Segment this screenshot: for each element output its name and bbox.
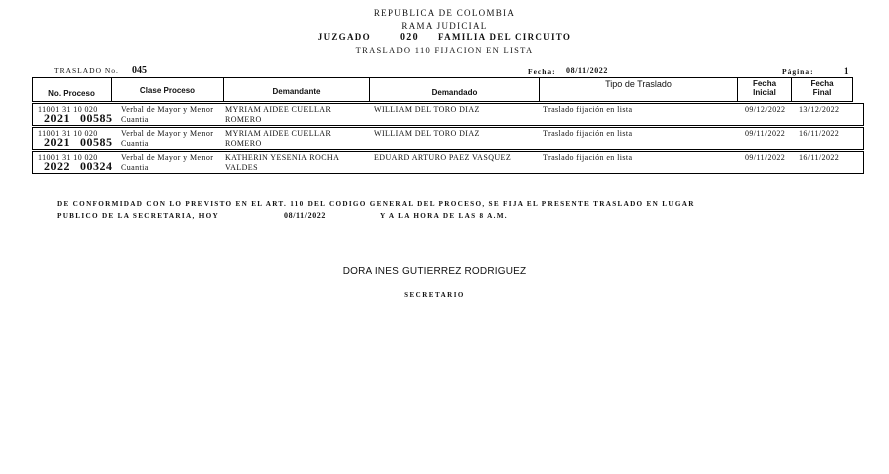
col-header-tipo	[540, 78, 738, 102]
row-numero: 00324	[80, 159, 113, 173]
signature-name: DORA INES GUTIERREZ RODRIGUEZ	[342, 266, 527, 277]
notice-line-1: DE CONFORMIDAD CON LO PREVISTO EN EL ART. 110 DEL CODIGO GENERAL DEL PROCESO, SE FIJA EL PRESENTE TRASLADO EN LUGAR	[57, 200, 695, 208]
row-clase-1: Verbal de Mayor y Menor	[121, 153, 214, 162]
pagina-value: 1	[844, 66, 849, 76]
col-label-no-proceso: No. Proceso	[48, 89, 95, 98]
col-header-demandado	[370, 78, 540, 102]
row-fecha-inicial: 09/11/2022	[745, 153, 786, 162]
row-demandado: WILLIAM DEL TORO DIAZ	[374, 129, 480, 138]
header-traslado-110: TRASLADO 110 FIJACION EN LISTA	[355, 45, 534, 55]
row-clase-2: Cuantia	[121, 139, 149, 148]
juzgado-number: 020	[400, 32, 419, 43]
row-fecha-final: 16/11/2022	[799, 153, 840, 162]
row-codigo: 11001 31 10 020	[38, 153, 98, 162]
table-row	[32, 151, 864, 174]
row-clase-2: Cuantia	[121, 163, 149, 172]
notice-line-2a: PUBLICO DE LA SECRETARIA, HOY	[57, 212, 219, 220]
row-clase-2: Cuantia	[121, 115, 149, 124]
col-label-tipo: Tipo de Traslado	[605, 79, 672, 89]
col-label-clase: Clase Proceso	[139, 86, 196, 95]
row-numero: 00585	[80, 135, 113, 149]
row-tipo: Traslado fijación en lista	[543, 153, 633, 162]
traslado-number: 045	[132, 65, 147, 76]
row-demandante-1: MYRIAM AIDEE CUELLAR	[225, 105, 332, 114]
row-demandado: EDUARD ARTURO PAEZ VASQUEZ	[374, 153, 512, 162]
row-tipo: Traslado fijación en lista	[543, 129, 633, 138]
col-header-no-proceso	[32, 78, 112, 102]
row-tipo: Traslado fijación en lista	[543, 105, 633, 114]
row-codigo: 11001 31 10 020	[38, 105, 98, 114]
row-clase-1: Verbal de Mayor y Menor	[121, 129, 214, 138]
header-rama: RAMA JUDICIAL	[401, 21, 488, 31]
row-anio: 2022	[44, 159, 70, 173]
col-label-demandado: Demandado	[431, 88, 478, 97]
col-header-fecha-final	[792, 78, 853, 102]
notice-date: 08/11/2022	[284, 211, 327, 220]
col-header-clase	[112, 78, 224, 102]
col-label-fecha-final-2: Final	[812, 87, 832, 97]
traslado-label: TRASLADO No.	[54, 66, 119, 75]
header-republica: REPUBLICA DE COLOMBIA	[373, 8, 516, 18]
pagina-label: Página:	[782, 67, 814, 76]
row-clase-1: Verbal de Mayor y Menor	[121, 105, 214, 114]
row-demandado: WILLIAM DEL TORO DIAZ	[374, 105, 480, 114]
row-fecha-final: 16/11/2022	[799, 129, 840, 138]
fecha-label: Fecha:	[528, 67, 556, 76]
notice-line-2b: Y A LA HORA DE LAS 8 A.M.	[380, 212, 508, 220]
col-label-demandante: Demandante	[272, 87, 321, 96]
col-header-fecha-inicial	[738, 78, 792, 102]
table-row	[32, 127, 864, 150]
fecha-value: 08/11/2022	[566, 66, 609, 75]
juzgado-name: FAMILIA DEL CIRCUITO	[438, 32, 572, 42]
col-header-demandante	[224, 78, 370, 102]
header-juzgado	[0, 32, 889, 43]
row-fecha-inicial: 09/12/2022	[745, 105, 786, 114]
signature-role: SECRETARIO	[404, 291, 465, 299]
row-fecha-inicial: 09/11/2022	[745, 129, 786, 138]
col-label-fecha-final-1: Fecha	[810, 79, 834, 88]
row-anio: 2021	[44, 135, 70, 149]
table-row	[32, 103, 864, 126]
row-codigo: 11001 31 10 020	[38, 129, 98, 138]
row-demandante-2: ROMERO	[225, 139, 262, 148]
row-anio: 2021	[44, 111, 70, 125]
row-fecha-final: 13/12/2022	[799, 105, 840, 114]
juzgado-label: JUZGADO	[317, 32, 371, 42]
col-label-fecha-inicial-2: Inicial	[753, 87, 776, 97]
row-demandante-2: ROMERO	[225, 115, 262, 124]
row-demandante-1: KATHERIN YESENIA ROCHA	[225, 153, 340, 162]
row-demandante-2: VALDES	[225, 163, 258, 172]
row-demandante-1: MYRIAM AIDEE CUELLAR	[225, 129, 332, 138]
row-numero: 00585	[80, 111, 113, 125]
col-label-fecha-inicial-1: Fecha	[752, 79, 777, 88]
